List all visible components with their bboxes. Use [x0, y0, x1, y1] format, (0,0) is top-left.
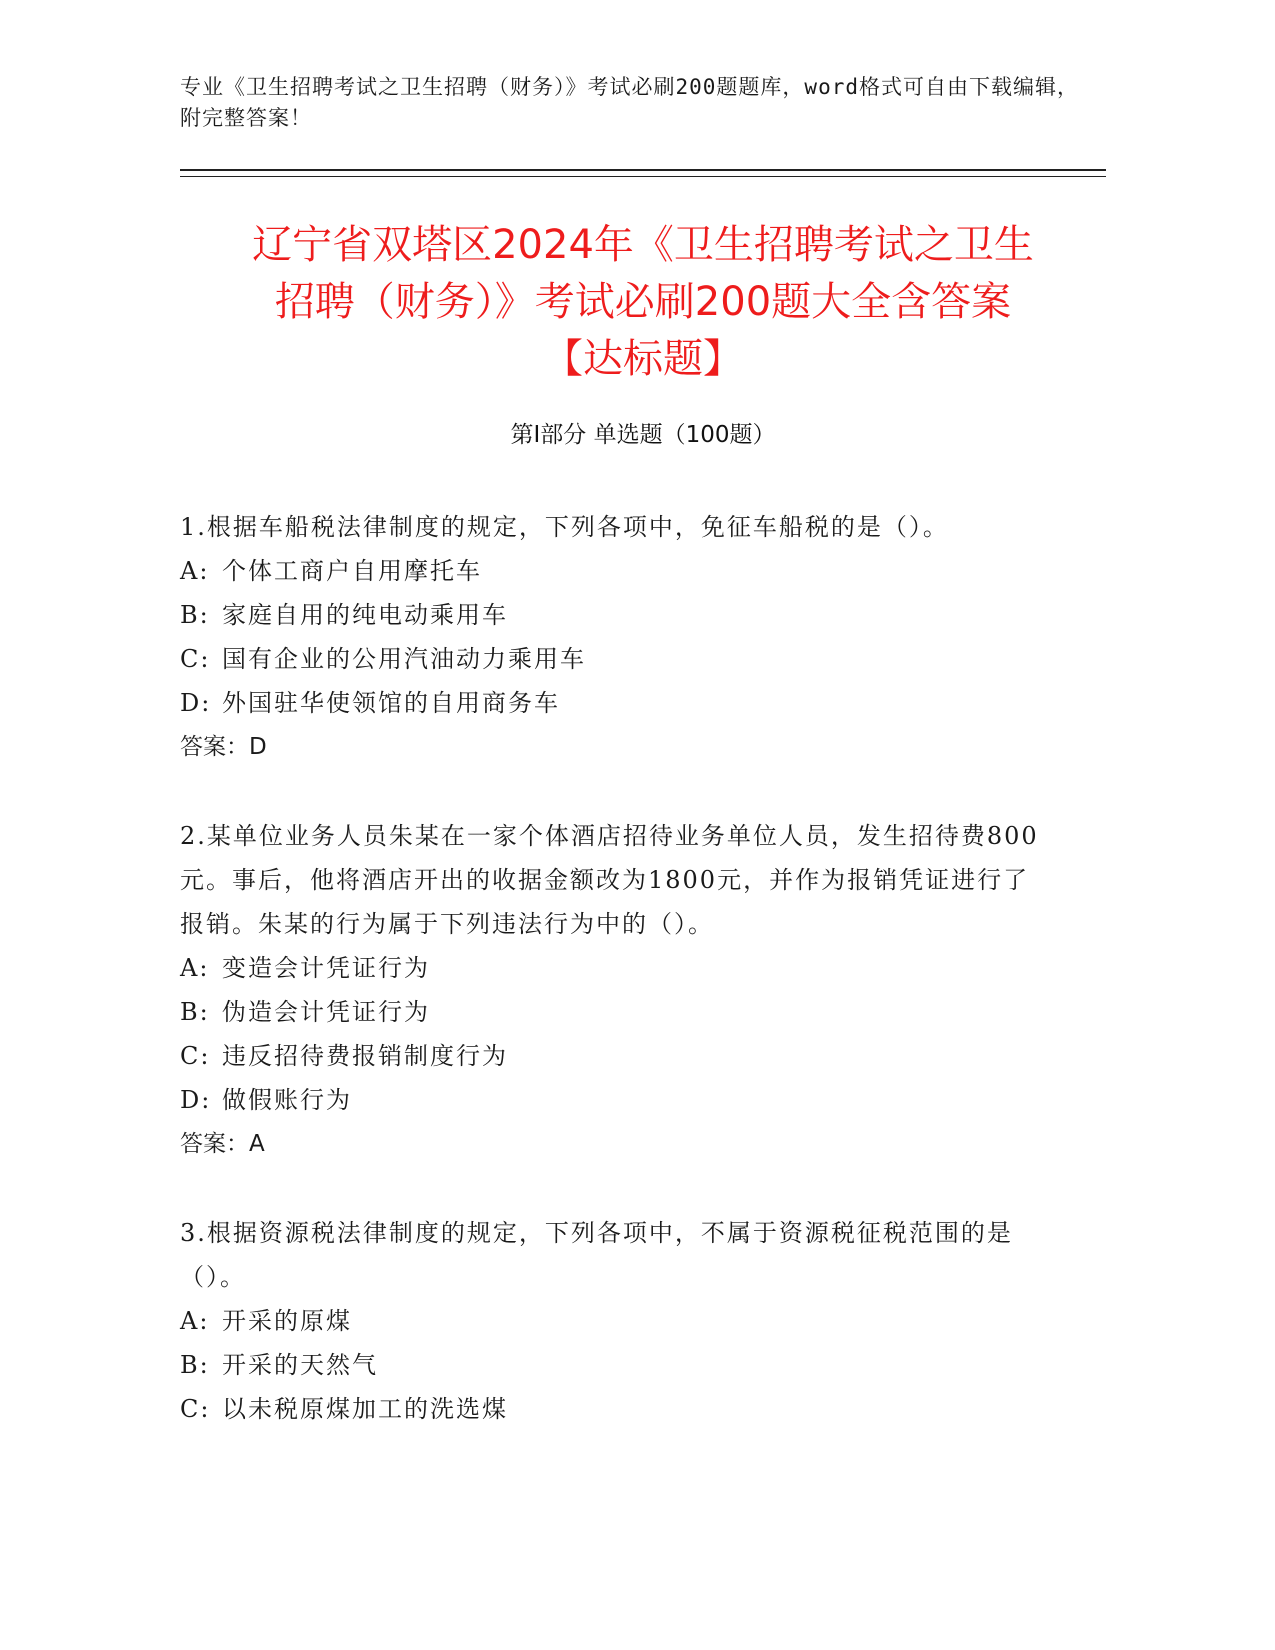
option-text: 国有企业的公用汽油动力乘用车	[222, 645, 586, 673]
header-rule-thin	[180, 176, 1106, 177]
question-stem: 2.某单位业务人员朱某在一家个体酒店招待业务单位人员，发生招待费800元。事后，他将酒店开出的收据金额改为1800元，并作为报销凭证进行了报销。朱某的行为属于下列违法行为中的（）。	[180, 822, 1039, 938]
question-2	[180, 814, 1040, 1166]
option-text: 伪造会计凭证行为	[222, 998, 430, 1026]
option-label: B:	[180, 601, 210, 629]
option-text: 以未税原煤加工的洗选煤	[222, 1395, 508, 1423]
option-label: B:	[180, 998, 210, 1026]
question-stem: 3.根据资源税法律制度的规定，下列各项中，不属于资源税征税范围的是（）。	[180, 1219, 1013, 1291]
option-text: 违反招待费报销制度行为	[222, 1042, 508, 1070]
option-text: 个体工商户自用摩托车	[222, 557, 482, 585]
option-c	[180, 1387, 1040, 1431]
option-label: B:	[180, 1351, 210, 1379]
option-a	[180, 1299, 1040, 1343]
option-label: A:	[180, 954, 210, 982]
header-rule-thick	[180, 169, 1106, 171]
answer: 答案：A	[180, 1131, 265, 1157]
title-line-2: 招聘（财务）》考试必刷200题大全含答案	[274, 279, 1012, 325]
option-d	[180, 1078, 1040, 1122]
question-stem: 1.根据车船税法律制度的规定，下列各项中，免征车船税的是（）。	[180, 513, 949, 541]
question-list	[180, 505, 1040, 1476]
option-a	[180, 549, 1040, 593]
option-text: 开采的原煤	[222, 1307, 352, 1335]
option-c	[180, 637, 1040, 681]
option-text: 变造会计凭证行为	[222, 954, 430, 982]
option-b	[180, 1343, 1040, 1387]
question-1	[180, 505, 1040, 769]
question-3	[180, 1211, 1040, 1431]
option-label: C:	[180, 645, 211, 673]
option-b	[180, 990, 1040, 1034]
option-d	[180, 681, 1040, 725]
option-label: C:	[180, 1042, 211, 1070]
option-label: D:	[180, 1086, 212, 1114]
option-label: A:	[180, 557, 210, 585]
option-c	[180, 1034, 1040, 1078]
option-text: 家庭自用的纯电动乘用车	[222, 601, 508, 629]
intro-text: 专业《卫生招聘考试之卫生招聘（财务）》考试必刷200题题库，word格式可自由下载编辑，附完整答案！	[180, 75, 1079, 130]
answer: 答案：D	[180, 734, 267, 760]
title-line-1: 辽宁省双塔区2024年《卫生招聘考试之卫生	[252, 222, 1034, 268]
section-heading: 第Ⅰ部分 单选题（100题）	[510, 422, 776, 448]
title-line-3: 【达标题】	[543, 336, 743, 382]
option-b	[180, 593, 1040, 637]
option-text: 做假账行为	[222, 1086, 352, 1114]
option-a	[180, 946, 1040, 990]
option-text: 开采的天然气	[222, 1351, 378, 1379]
option-label: C:	[180, 1395, 211, 1423]
option-text: 外国驻华使领馆的自用商务车	[222, 689, 560, 717]
option-label: D:	[180, 689, 212, 717]
option-label: A:	[180, 1307, 210, 1335]
document-title	[180, 217, 1106, 388]
